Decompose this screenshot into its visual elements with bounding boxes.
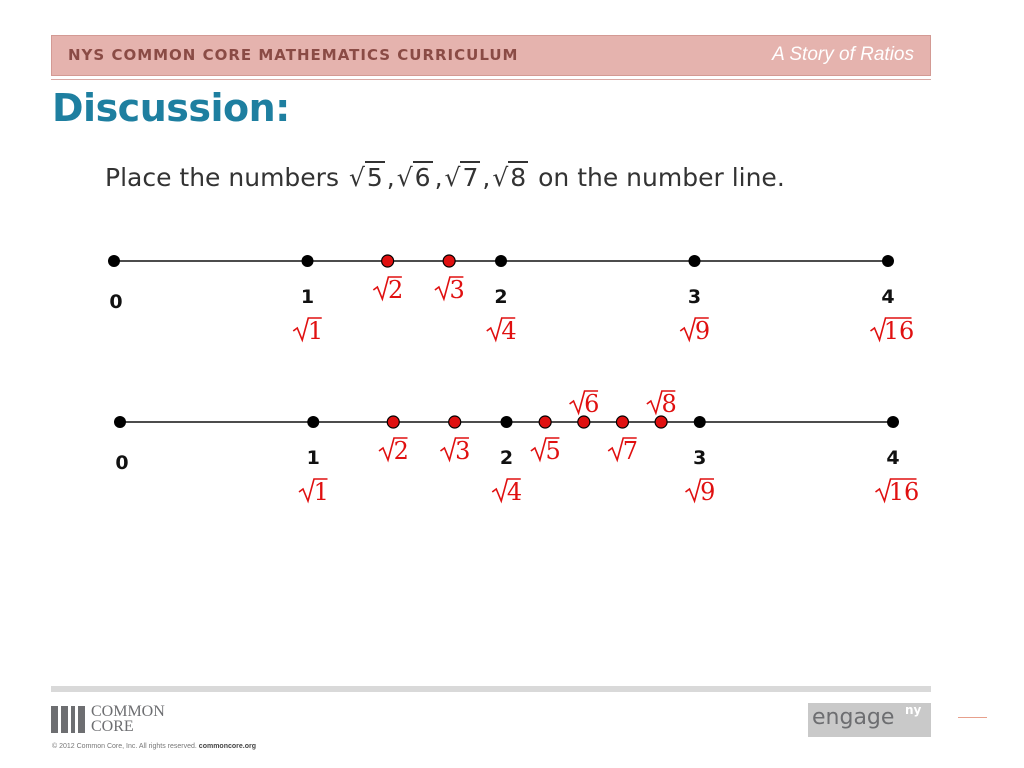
svg-text:3: 3 (455, 437, 471, 465)
svg-text:1: 1 (307, 317, 324, 345)
integer-label-4: 4 (886, 447, 900, 469)
integer-label-1: 1 (306, 447, 320, 469)
integer-point-1 (302, 255, 314, 267)
svg-text:9: 9 (694, 317, 711, 345)
root-label-sqrt-2 (373, 276, 403, 304)
svg-text:6: 6 (584, 390, 600, 418)
prompt-root-8: √8 (492, 163, 527, 192)
root-label-sqrt-3 (440, 437, 470, 465)
root-label-sqrt-8 (647, 390, 677, 418)
root-label-sqrt-2 (379, 437, 409, 465)
integer-label-3: 3 (687, 286, 702, 308)
prompt-root-5: √5 (348, 163, 383, 192)
common-core-bars-icon (51, 706, 85, 733)
root-label-sqrt-9 (686, 478, 716, 506)
root-label-sqrt-9 (680, 317, 710, 345)
prompt-after: on the number line. (530, 163, 785, 192)
svg-text:4: 4 (506, 478, 523, 506)
engageny-logo: engage ny (808, 703, 931, 737)
svg-text:1: 1 (313, 478, 329, 506)
root-label-sqrt-4 (487, 317, 517, 345)
root-label-sqrt-3 (435, 276, 465, 304)
integer-point-2 (495, 255, 507, 267)
prompt-root-6: √6 (396, 163, 431, 192)
svg-text:16: 16 (883, 317, 915, 345)
root-label-sqrt-1 (293, 317, 323, 345)
integer-point-0 (108, 255, 120, 267)
copyright-link[interactable]: commoncore.org (198, 743, 256, 750)
integer-point-4 (882, 255, 894, 267)
root-label-sqrt-6 (570, 390, 600, 418)
prompt-text: Place the numbers √5 ,√6 ,√7 ,√8 on the number line. (105, 163, 785, 192)
module-title: A Story of Ratios (772, 44, 914, 65)
svg-text:5: 5 (545, 437, 561, 465)
svg-text:7: 7 (622, 437, 639, 465)
slide-title: Discussion: (52, 86, 290, 130)
svg-text:9: 9 (700, 478, 716, 506)
integer-point-4 (887, 416, 899, 428)
integer-label-0: 0 (115, 452, 129, 474)
common-core-wordmark: COMMON CORE (91, 703, 165, 735)
curriculum-title: NYS COMMON CORE MATHEMATICS CURRICULUM (68, 46, 519, 64)
integer-label-2: 2 (494, 286, 508, 308)
integer-label-0: 0 (109, 291, 123, 313)
integer-point-2 (501, 416, 513, 428)
root-point-sqrt-7 (616, 416, 628, 428)
integer-point-1 (307, 416, 319, 428)
svg-text:2: 2 (387, 276, 404, 304)
root-label-sqrt-7 (608, 437, 638, 465)
svg-text:4: 4 (501, 317, 517, 345)
footer-bar (51, 686, 931, 692)
corner-accent-line (958, 717, 987, 718)
root-label-sqrt-5 (531, 437, 561, 465)
svg-text:8: 8 (661, 390, 677, 418)
integer-label-1: 1 (300, 286, 315, 308)
prompt-before: Place the numbers (105, 163, 347, 192)
integer-label-3: 3 (693, 447, 707, 469)
root-point-sqrt-2 (387, 416, 399, 428)
root-label-sqrt-16 (876, 478, 920, 506)
integer-point-3 (694, 416, 706, 428)
integer-label-4: 4 (881, 286, 895, 308)
integer-point-0 (114, 416, 126, 428)
svg-text:2: 2 (393, 437, 409, 465)
root-point-sqrt-2 (382, 255, 394, 267)
root-point-sqrt-5 (539, 416, 551, 428)
root-label-sqrt-1 (299, 478, 329, 506)
svg-text:3: 3 (449, 276, 465, 304)
root-label-sqrt-4 (492, 478, 522, 506)
prompt-root-7: √7 (444, 163, 479, 192)
svg-text:16: 16 (888, 478, 920, 506)
root-point-sqrt-3 (449, 416, 461, 428)
integer-point-3 (689, 255, 701, 267)
copyright-text: © 2012 Common Core, Inc. All rights reserved. commoncore.org (52, 743, 256, 750)
root-label-sqrt-16 (871, 317, 915, 345)
integer-label-2: 2 (499, 447, 514, 469)
root-point-sqrt-3 (443, 255, 455, 267)
